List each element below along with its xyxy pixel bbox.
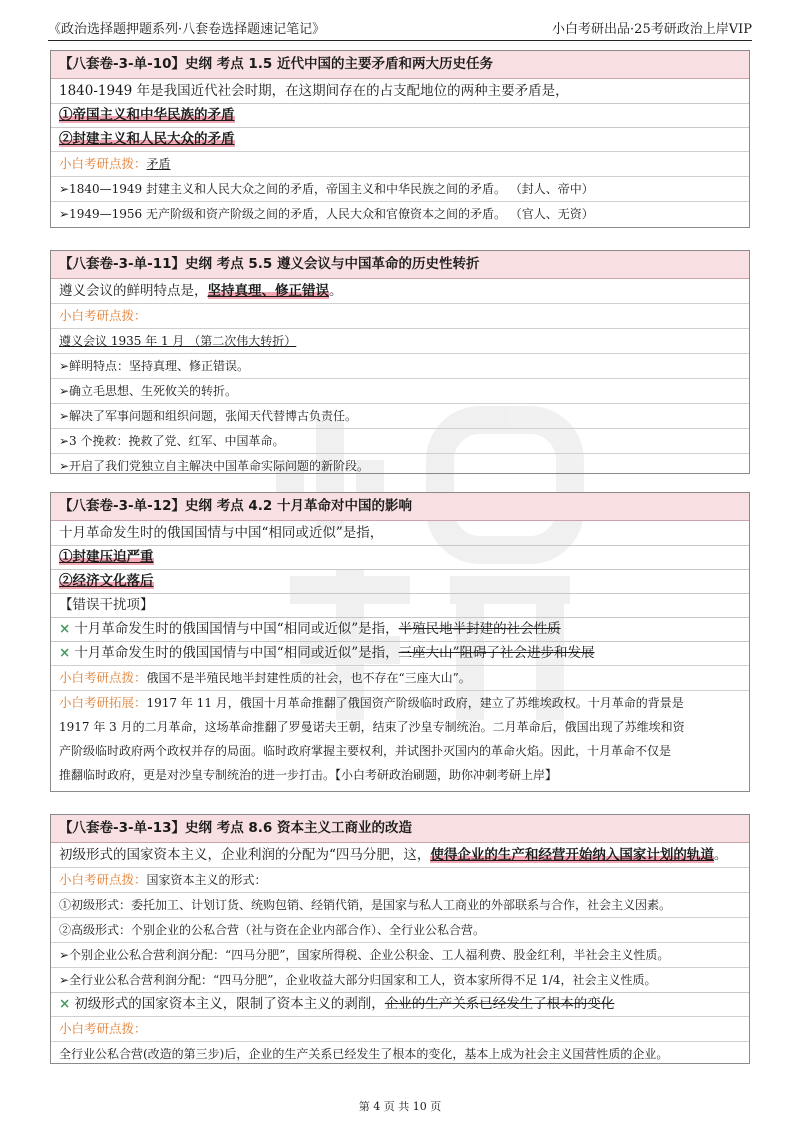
page-header [48, 14, 752, 41]
tip-row: 小白考研点拨：俄国不是半殖民地半封建性质的社会，也不存在“三座大山”。 [51, 665, 749, 690]
tip-line: ➢鲜明特点：坚持真理、修正错误。 [51, 353, 749, 378]
answer-item: ①封建压迫严重 [51, 545, 749, 569]
page-number: 第 4 页 共 10 页 [358, 1100, 442, 1113]
answer-item: ②经济文化落后 [51, 569, 749, 593]
tip-line: ➢1840—1949 封建主义和人民大众之间的矛盾，帝国主义和中华民族之间的矛盾。 （封人、帝中） [51, 176, 749, 201]
tip-keyword: 矛盾 [146, 157, 171, 171]
wrong-option: × 十月革命发生时的俄国国情与中国“相同或近似”是指，半殖民地半封建的社会性质 [51, 617, 749, 641]
key-answer: 使得企业的生产和经营开始纳入国家计划的轨道 [430, 847, 714, 863]
answer-item: ②封建主义和人民大众的矛盾 [51, 127, 749, 151]
header-brand: 小白考研出品·25考研政治上岸VIP [552, 22, 752, 37]
wrong-option: × 初级形式的国家资本主义，限制了资本主义的剥削，企业的生产关系已经发生了根本的变化 [51, 992, 749, 1016]
answer-item: ①帝国主义和中华民族的矛盾 [51, 103, 749, 127]
tip-row: 小白考研点拨： [51, 303, 749, 328]
tip-line: ①初级形式：委托加工、计划订货、统购包销、经销代销，是国家与私人工商业的外部联系与合作，社会主义因素。 [51, 892, 749, 917]
tip-line: 全行业公私合营(改造的第三步)后，企业的生产关系已经发生了根本的变化，基本上成为社会主义国营性质的企业。 [51, 1041, 749, 1066]
question-text: 初级形式的国家资本主义，企业利润的分配为“四马分肥，这，使得企业的生产和经营开始纳入国家计划的轨道。 [59, 847, 728, 863]
header-series-title: 《政治选择题押题系列·八套卷选择题速记笔记》 [48, 22, 326, 37]
tip-line: ➢3 个挽救：挽救了党、红军、中国革命。 [51, 428, 749, 453]
tip-line: ➢全行业公私合营利润分配：“四马分肥”，企业收益大部分归国家和工人，资本家所得不足 1/4，社会主义性质。 [51, 967, 749, 992]
tip-row [51, 151, 749, 176]
wrong-option: × 十月革命发生时的俄国国情与中国“相同或近似”是指，三座大山”阻碍了社会进步和发展 [51, 641, 749, 665]
tip-label: 小白考研点拨： [59, 156, 147, 171]
tip-line: ➢开启了我们党独立自主解决中国革命实际问题的新阶段。 [51, 453, 749, 478]
note-card-13 [50, 814, 750, 1064]
card-title: 【八套卷-3-单-10】史纲 考点 1.5 近代中国的主要矛盾和两大历史任务 [51, 51, 749, 79]
wrong-mark-icon: × [59, 996, 71, 1012]
extension-paragraph: 小白考研拓展：1917 年 11 月，俄国十月革命推翻了俄国资产阶级临时政府，建立了苏维埃政权。十月革命的背景是 1917 年 3 月的二月革命，这场革命推翻了罗曼诺夫王朝，结束了沙皇专制统治。二月革命后，俄国出现了苏维埃和资 产阶级临时政府两个政权并存的局面。临时政府掌握主要权利，并试图扑灭国内的革命火焰。因此，十月革命不仅是 推翻临时政府，更是对沙皇专制统治的进一步打击。【小白考研政治刷题，助你冲刺考研上岸】 [51, 690, 749, 787]
tip-line: ②高级形式：个别企业的公私合营（社与资在企业内部合作）、全行业公私合营。 [51, 917, 749, 942]
tip-line: ➢1949—1956 无产阶级和资产阶级之间的矛盾，人民大众和官僚资本之间的矛盾。 （官人、无资） [51, 201, 749, 226]
note-card-12 [50, 492, 750, 792]
note-card-10 [50, 50, 750, 228]
tip-line: 遵义会议 1935 年 1 月 （第二次伟大转折） [51, 328, 749, 353]
note-card-11 [50, 250, 750, 474]
tip-line: ➢解决了军事问题和组织问题，张闻天代替博古负责任。 [51, 403, 749, 428]
tip-line: ➢确立毛思想、生死攸关的转折。 [51, 378, 749, 403]
question-text: 1840-1949 年是我国近代社会时期，在这期间存在的占支配地位的两种主要矛盾是， [59, 83, 569, 99]
tip-row: 小白考研点拨： [51, 1016, 749, 1041]
question-text: 十月革命发生时的俄国国情与中国“相同或近似”是指， [59, 525, 384, 541]
question-text: 遵义会议的鲜明特点是，坚持真理、修正错误。 [59, 283, 343, 299]
card-title: 【八套卷-3-单-11】史纲 考点 5.5 遵义会议与中国革命的历史性转折 [51, 251, 749, 279]
distractor-heading: 【错误干扰项】 [51, 593, 749, 617]
tip-row: 小白考研点拨：国家资本主义的形式： [51, 867, 749, 892]
wrong-mark-icon: × [59, 621, 71, 637]
key-answer: 坚持真理、修正错误 [207, 283, 329, 299]
card-title: 【八套卷-3-单-13】史纲 考点 8.6 资本主义工商业的改造 [51, 815, 749, 843]
card-title: 【八套卷-3-单-12】史纲 考点 4.2 十月革命对中国的影响 [51, 493, 749, 521]
tip-line: ➢个别企业公私合营利润分配：“四马分肥”，国家所得税、企业公积金、工人福利费、股金红利，半社会主义性质。 [51, 942, 749, 967]
wrong-mark-icon: × [59, 645, 71, 661]
